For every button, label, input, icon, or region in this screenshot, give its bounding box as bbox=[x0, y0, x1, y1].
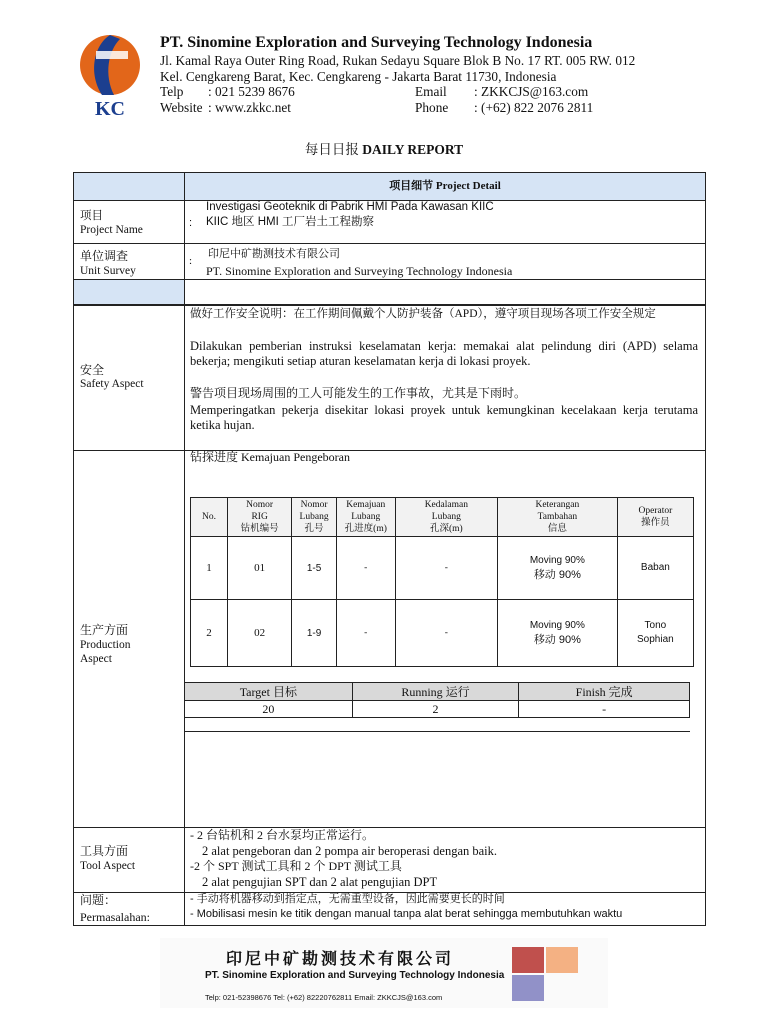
footer-decor-square-purple bbox=[512, 975, 544, 1001]
website-value[interactable]: : www.zkkc.net bbox=[208, 100, 291, 115]
summary-finish-header: Finish 完成 bbox=[519, 683, 690, 701]
project-name-label-en: Project Name bbox=[80, 224, 143, 236]
tools-line-3: -2 个 SPT 测试工具和 2 个 DPT 测试工具 bbox=[190, 859, 402, 873]
summary-finish-value: - bbox=[519, 701, 690, 718]
footer-decor-square-red bbox=[512, 947, 544, 973]
cell-progress: - bbox=[336, 537, 395, 600]
email-label: Email bbox=[415, 84, 447, 99]
cell-info: Moving 90% 移动 90% bbox=[497, 537, 617, 600]
cell-info: Moving 90% 移动 90% bbox=[497, 600, 617, 667]
safety-line-4: Memperingatkan pekerja disekitar lokasi proyek untuk kemungkinan kecelakaan kerja terutama ketika hujan. bbox=[190, 403, 698, 432]
cell-rig: 02 bbox=[228, 600, 292, 667]
problems-line-1: - 手动将机器移动到指定点，无需重型设备，因此需要更长的时间 bbox=[190, 893, 505, 905]
safety-line-1: 做好工作安全说明：在工作期间佩戴个人防护装备（APD），遵守项目现场各项工作安全规定 bbox=[190, 308, 656, 320]
logo-text: KC bbox=[95, 98, 125, 119]
cell-operator: Tono Sophian bbox=[617, 600, 693, 667]
project-header-blank bbox=[73, 172, 185, 201]
safety-label-en: Safety Aspect bbox=[80, 378, 144, 390]
cell-no: 2 bbox=[191, 600, 228, 667]
project-name-value-2: KIIC 地区 HMI 工厂岩土工程勘察 bbox=[206, 216, 375, 228]
colon: : bbox=[189, 255, 193, 267]
address-line-1: Jl. Kamal Raya Outer Ring Road, Rukan Sedayu Square Blok B No. 17 RT. 005 RW. 012 bbox=[160, 53, 636, 68]
table-row bbox=[191, 600, 694, 667]
summary-target-value: 20 bbox=[185, 701, 353, 718]
table-header-row bbox=[191, 498, 694, 537]
col-operator: Operator 操作员 bbox=[617, 498, 693, 537]
project-name-value-1: Investigasi Geoteknik di Pabrik HMI Pada Kawasan KIIC bbox=[206, 201, 494, 213]
phone-label: Phone bbox=[415, 100, 449, 115]
table-row bbox=[191, 537, 694, 600]
telp-label: Telp bbox=[160, 84, 184, 99]
summary-header-row bbox=[185, 683, 690, 701]
tools-line-2: 2 alat pengeboran dan 2 pompa air beroperasi dengan baik. bbox=[202, 844, 498, 858]
footer-decor-square-orange bbox=[546, 947, 578, 973]
summary-running-header: Running 运行 bbox=[352, 683, 519, 701]
col-rig: Nomor RIG 钻机编号 bbox=[228, 498, 292, 537]
email-value[interactable]: : ZKKCJS@163.com bbox=[474, 84, 589, 99]
production-label-en-1: Production bbox=[80, 639, 131, 651]
problems-label-cn: 问题： bbox=[80, 893, 117, 907]
col-depth: Kedalaman Lubang 孔深(m) bbox=[395, 498, 497, 537]
colon: : bbox=[189, 217, 193, 229]
tools-line-1: - 2 台钻机和 2 台水泵均正常运行。 bbox=[190, 828, 374, 842]
website-label: Website bbox=[160, 100, 203, 115]
summary-table bbox=[184, 682, 690, 718]
cell-rig: 01 bbox=[228, 537, 292, 600]
report-title-en: DAILY REPORT bbox=[362, 142, 464, 157]
production-label-en-2: Aspect bbox=[80, 653, 112, 665]
safety-label-cn: 安全 bbox=[80, 363, 105, 377]
company-name: PT. Sinomine Exploration and Surveying Technology Indonesia bbox=[160, 34, 593, 51]
cell-operator: Baban bbox=[617, 537, 693, 600]
tools-label-cn: 工具方面 bbox=[80, 844, 129, 858]
spacer-blank-right bbox=[184, 279, 706, 305]
problems-line-2: - Mobilisasi mesin ke titik dengan manual tanpa alat berat sehingga membutuhkan waktu bbox=[190, 908, 623, 920]
col-progress: Kemajuan Lubang 孔进度(m) bbox=[336, 498, 395, 537]
unit-value-1: 印尼中矿勘测技术有限公司 bbox=[208, 248, 340, 260]
phone-value: : (+62) 822 2076 2811 bbox=[474, 100, 594, 115]
safety-line-2: Dilakukan pemberian instruksi keselamatan kerja: memakai alat pelindung diri (APD) selama bekerja; mengikuti setiap aturan keselamatan kerja di lokasi proyek. bbox=[190, 339, 698, 368]
cell-hole: 1-9 bbox=[292, 600, 337, 667]
drilling-progress-table bbox=[190, 497, 694, 667]
report-title-cn: 每日日报 bbox=[304, 142, 359, 157]
cell-hole: 1-5 bbox=[292, 537, 337, 600]
project-name-label-cn: 项目 bbox=[80, 210, 103, 222]
tools-label-en: Tool Aspect bbox=[80, 860, 136, 872]
footer-company-cn: 印尼中矿勘测技术有限公司 bbox=[226, 951, 455, 968]
unit-value-2: PT. Sinomine Exploration and Surveying Technology Indonesia bbox=[206, 264, 513, 278]
telp-value: : 021 5239 8676 bbox=[208, 84, 295, 99]
footer-company-en: PT. Sinomine Exploration and Surveying Technology Indonesia bbox=[205, 970, 505, 981]
col-info: Keterangan Tambahan 信息 bbox=[497, 498, 617, 537]
production-label-cn: 生产方面 bbox=[80, 623, 129, 637]
summary-target-header: Target 目标 bbox=[185, 683, 353, 701]
spacer-blue-left bbox=[73, 279, 185, 305]
company-logo bbox=[74, 33, 146, 119]
col-hole: Nomor Lubang 孔号 bbox=[292, 498, 337, 537]
address-line-2: Kel. Cengkareng Barat, Kec. Cengkareng - Jakarta Barat 11730, Indonesia bbox=[160, 69, 557, 84]
summary-running-value: 2 bbox=[352, 701, 519, 718]
footer-contacts: Telp: 021-52398676 Tel: (+62) 82220762811 Email: ZKKCJS@163.com bbox=[205, 993, 443, 1002]
report-title bbox=[0, 138, 768, 158]
safety-line-3: 警告项目现场周围的工人可能发生的工作事故，尤其是下雨时。 bbox=[190, 386, 527, 400]
cell-progress: - bbox=[336, 600, 395, 667]
project-header-text: 项目细节 Project Detail bbox=[389, 180, 501, 192]
tools-line-4: 2 alat pengujian SPT dan 2 alat pengujian DPT bbox=[202, 875, 438, 889]
production-title: 钻探进度 Kemajuan Pengeboran bbox=[190, 450, 350, 464]
col-no: No. bbox=[191, 498, 228, 537]
unit-label-en: Unit Survey bbox=[80, 265, 136, 277]
summary-value-row bbox=[185, 701, 690, 718]
cell-no: 1 bbox=[191, 537, 228, 600]
cell-depth: - bbox=[395, 537, 497, 600]
problems-label-en: Permasalahan: bbox=[80, 910, 150, 924]
divider bbox=[184, 731, 690, 732]
cell-depth: - bbox=[395, 600, 497, 667]
unit-label-cn: 单位调查 bbox=[80, 249, 129, 263]
